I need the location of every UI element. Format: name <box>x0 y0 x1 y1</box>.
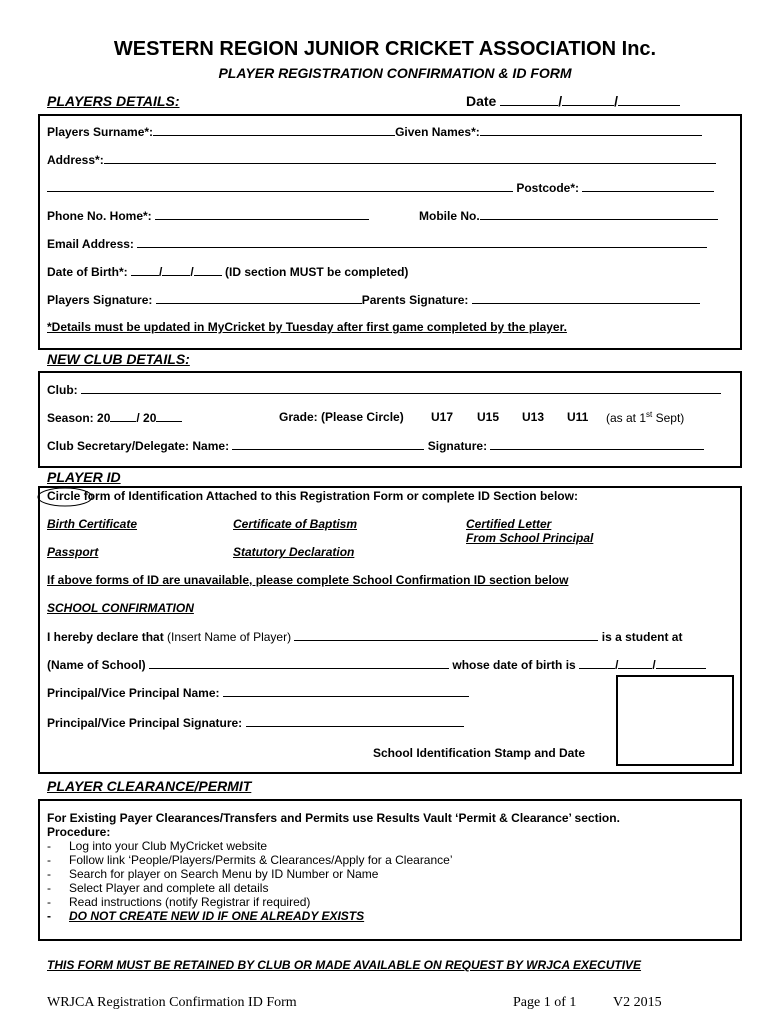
retain-note: THIS FORM MUST BE RETAINED BY CLUB OR MADE AVAILABLE ON REQUEST BY WRJCA EXECUTIVE <box>47 958 642 972</box>
declare-field[interactable]: I hereby declare that (Insert Name of Player) is a student at <box>47 630 683 644</box>
form-subtitle: PLAYER REGISTRATION CONFIRMATION & ID FORM <box>218 65 572 81</box>
id-option-certified-letter[interactable]: Certified Letter <box>466 517 552 531</box>
address-label: Address*: <box>47 153 104 167</box>
dob-label: Date of Birth*: <box>47 265 128 279</box>
postcode-field[interactable] <box>47 180 714 195</box>
id-option-birth-certificate[interactable]: Birth Certificate <box>47 517 138 531</box>
age-date-note: (as at 1st Sept) <box>606 410 685 425</box>
footer-form-name: WRJCA Registration Confirmation ID Form <box>47 995 297 1010</box>
season-label: Season: 20 <box>47 411 111 425</box>
id-option-certified-letter-line2[interactable]: From School Principal <box>466 531 594 545</box>
new-club-heading: NEW CLUB DETAILS: <box>47 351 190 367</box>
principal-signature-label: Principal/Vice Principal Signature: <box>47 716 243 730</box>
id-unavailable-note: If above forms of ID are unavailable, please complete School Confirmation ID section below <box>47 573 569 587</box>
dob-field[interactable]: Date of Birth*: / / (ID section MUST be completed) <box>47 265 409 279</box>
footer-page-number: Page 1 of 1 <box>513 995 577 1010</box>
players-details-box <box>38 114 742 350</box>
surname-field[interactable] <box>47 124 702 139</box>
footer-version: V2 2015 <box>613 995 662 1010</box>
club-label: Club: <box>47 383 78 397</box>
grade-option-u15[interactable]: U15 <box>477 410 500 424</box>
procedure-label: Procedure: <box>47 825 111 839</box>
email-label: Email Address: <box>47 237 134 251</box>
mobile-field[interactable] <box>419 208 718 223</box>
secretary-label: Club Secretary/Delegate: Name: <box>47 439 230 453</box>
stamp-label: School Identification Stamp and Date <box>373 746 586 760</box>
season-field[interactable] <box>47 410 182 425</box>
school-confirmation-heading: SCHOOL CONFIRMATION <box>47 601 194 615</box>
whose-dob-label: whose date of birth is <box>452 658 576 672</box>
secretary-field[interactable] <box>47 438 704 453</box>
principal-name-field[interactable] <box>47 685 469 700</box>
school-name-field[interactable]: (Name of School) whose date of birth is / / <box>47 657 706 672</box>
players-details-heading: PLAYERS DETAILS: <box>47 93 180 109</box>
grade-option-u13[interactable]: U13 <box>522 410 545 424</box>
grade-option-u11[interactable]: U11 <box>567 410 589 424</box>
player-id-heading: PLAYER ID <box>47 469 121 485</box>
clearance-intro: For Existing Payer Clearances/Transfers and Permits use Results Vault ‘Permit & Clearance’ section. <box>47 811 620 825</box>
season-mid: / 20 <box>136 411 157 425</box>
circle-word: Circle <box>47 489 81 503</box>
id-option-baptism[interactable]: Certificate of Baptism <box>233 517 358 531</box>
grade-option-u17[interactable]: U17 <box>431 410 454 424</box>
address-field[interactable] <box>47 152 716 167</box>
form-title: WESTERN REGION JUNIOR CRICKET ASSOCIATION Inc. <box>113 38 657 60</box>
surname-label: Players Surname*: <box>47 125 154 139</box>
id-option-passport[interactable]: Passport <box>47 545 99 559</box>
grade-label: Grade: (Please Circle) <box>279 410 404 424</box>
given-names-label: Given Names*: <box>395 125 480 139</box>
declare-label: I hereby declare that <box>47 630 164 644</box>
postcode-label: Postcode*: <box>516 181 580 195</box>
phone-home-label: Phone No. Home*: <box>47 209 152 223</box>
secretary-signature-label: Signature: <box>427 439 488 453</box>
phone-home-field[interactable] <box>47 208 369 223</box>
email-field[interactable] <box>47 236 707 251</box>
club-field[interactable] <box>47 382 721 397</box>
date-field[interactable]: Date / / <box>466 93 680 109</box>
id-option-statutory[interactable]: Statutory Declaration <box>233 545 355 559</box>
is-student-label: is a student at <box>601 630 683 644</box>
player-signature-field[interactable] <box>47 292 700 307</box>
player-signature-label: Players Signature: <box>47 293 153 307</box>
school-stamp-box[interactable] <box>616 675 734 766</box>
mobile-label: Mobile No. <box>419 209 480 223</box>
principal-signature-field[interactable] <box>47 715 464 730</box>
mycricket-note: *Details must be updated in MyCricket by Tuesday after first game completed by the player. <box>47 320 567 334</box>
dob-note: (ID section MUST be completed) <box>225 265 409 279</box>
id-instruction: Circle form of Identification Attached to this Registration Form or complete ID Section below: <box>47 489 578 503</box>
parent-signature-label: Parents Signature: <box>361 293 469 307</box>
principal-name-label: Principal/Vice Principal Name: <box>47 686 220 700</box>
school-name-label: (Name of School) <box>47 658 146 672</box>
date-label: Date <box>466 93 497 109</box>
clearance-heading: PLAYER CLEARANCE/PERMIT <box>47 778 252 794</box>
